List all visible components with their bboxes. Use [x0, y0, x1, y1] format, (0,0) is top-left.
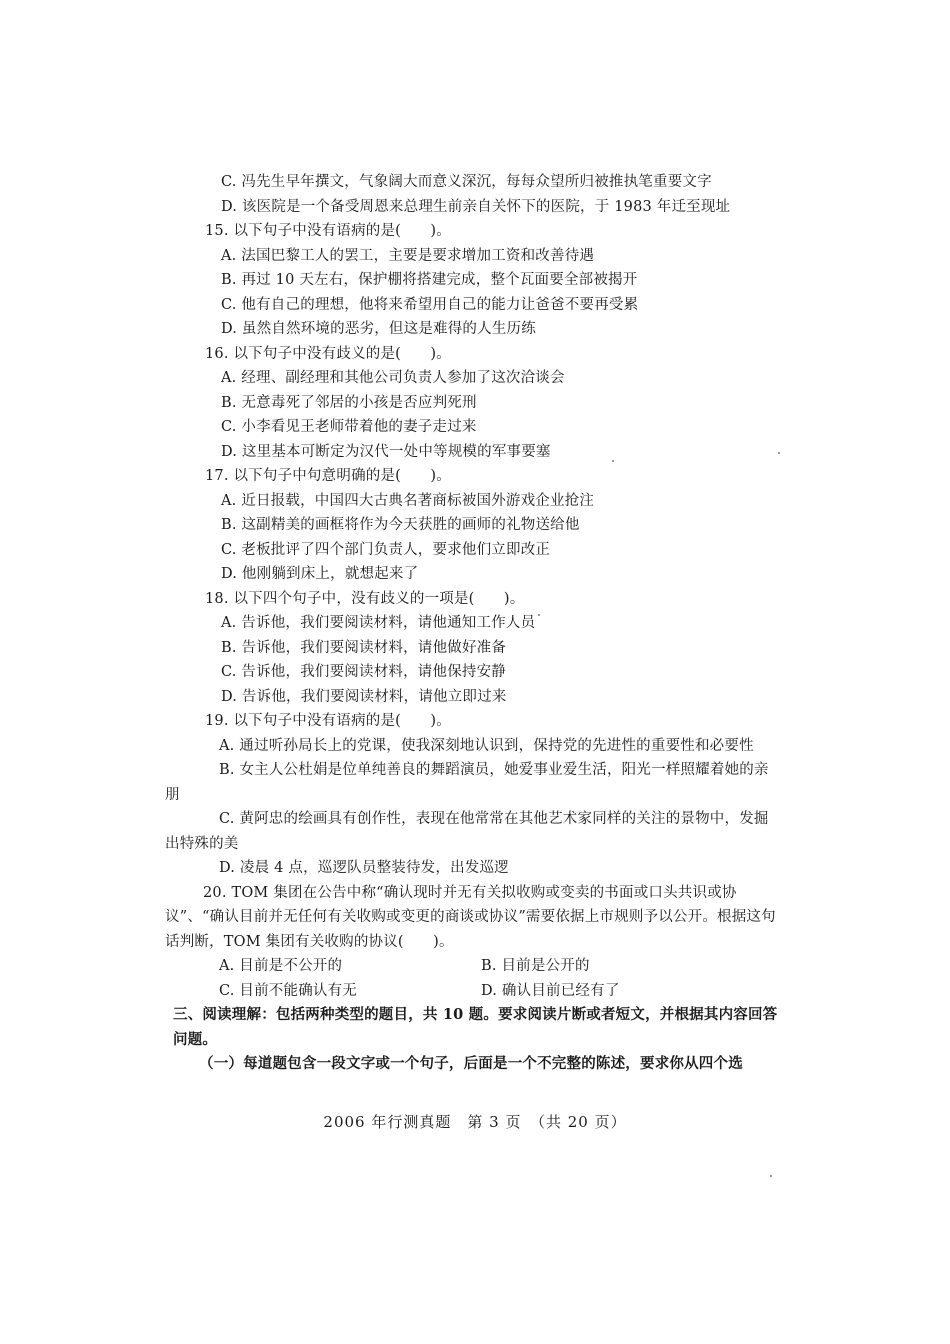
scan-speck [612, 460, 614, 462]
q15-option-d: D. 虽然自然环境的恶劣，但这是难得的人生历练 [221, 321, 536, 337]
question-18: 18. 以下四个句子中，没有歧义的一项是( )。 [205, 590, 525, 607]
q20-option-b: B. 目前是公开的 [481, 958, 590, 974]
page-body [165, 170, 780, 1077]
q15-option-c: C. 他有自己的理想，他将来希望用自己的能力让爸爸不要再受累 [221, 296, 639, 313]
section-3-heading: 三、阅读理解：包括两种类型的题目，共 10 题。要求阅读片断或者短文，并根据其内容回答问题。 [173, 1006, 778, 1048]
q20-options-row-1 [165, 954, 780, 979]
q17-option-c: C. 老板批评了四个部门负责人，要求他们立即改正 [221, 541, 551, 558]
page-footer: 2006 年行测真题 第 3 页 （共 20 页） [323, 1113, 627, 1131]
q17-option-a: A. 近日报载，中国四大古典名著商标被国外游戏企业抢注 [221, 492, 595, 509]
q16-option-c: C. 小李看见王老师带着他的妻子走过来 [221, 419, 477, 435]
q16-option-d: D. 这里基本可断定为汉代一处中等规模的军事要塞 [221, 443, 551, 460]
q19-option-c: C. 黄阿忠的绘画具有创作性，表现在他常常在其他艺术家同样的关注的景物中，发掘出特殊的美 [165, 811, 769, 852]
q14-option-c: C. 冯先生早年撰文，气象阔大而意义深沉，每每众望所归被推执笔重要文字 [221, 174, 712, 190]
q19-option-b: B. 女主人公杜娟是位单纯善良的舞蹈演员，她爱事业爱生活，阳光一样照耀着她的亲朋 [165, 762, 769, 803]
question-15: 15. 以下句子中没有语病的是( )。 [205, 223, 451, 239]
q20-option-a: A. 目前是不公开的 [219, 958, 343, 974]
q14-option-d: D. 该医院是一个备受周恩来总理生前亲自关怀下的医院，于 1983 年迁至现址 [221, 198, 731, 215]
q17-option-d: D. 他刚躺到床上，就想起来了 [221, 566, 419, 582]
q18-option-c: C. 告诉他，我们要阅读材料，请他保持安静 [221, 664, 506, 680]
question-19: 19. 以下句子中没有语病的是( )。 [205, 713, 451, 729]
q20-options-row-2 [165, 979, 780, 1004]
question-16: 16. 以下句子中没有歧义的是( )。 [205, 345, 451, 362]
scan-speck [538, 614, 540, 616]
q20-option-c: C. 目前不能确认有无 [219, 982, 357, 999]
subsection-1-intro: （一）每道题包含一段文字或一个句子，后面是一个不完整的陈述，要求你从四个选 [199, 1055, 743, 1072]
scan-speck [778, 452, 780, 454]
q17-option-b: B. 这副精美的画框将作为今天获胜的画师的礼物送给他 [221, 517, 580, 533]
scan-speck [770, 1175, 772, 1177]
q18-option-a: A. 告诉他，我们要阅读材料，请他通知工作人员 [221, 615, 536, 631]
q15-option-a: A. 法国巴黎工人的罢工，主要是要求增加工资和改善待遇 [221, 247, 595, 264]
q18-option-b: B. 告诉他，我们要阅读材料，请他做好准备 [221, 639, 507, 656]
q16-option-a: A. 经理、副经理和其他公司负责人参加了这次洽谈会 [221, 370, 565, 386]
q19-option-a: A. 通过听孙局长上的党课，使我深刻地认识到，保持党的先进性的重要性和必要性 [219, 737, 754, 754]
question-17: 17. 以下句子中句意明确的是( )。 [205, 468, 451, 484]
q18-option-d: D. 告诉他，我们要阅读材料，请他立即过来 [221, 688, 507, 705]
q19-option-d: D. 凌晨 4 点，巡逻队员整装待发，出发巡逻 [219, 860, 509, 876]
q20-option-d: D. 确认目前已经有了 [481, 982, 620, 999]
question-20: 20. TOM 集团在公告中称“确认现时并无有关拟收购或变卖的书面或口头共识或协议”、“确认目前并无任何有关收购或变更的商谈或协议”需要依据上市规则予以公开。根据这句话判断，TOM 集团有关收购的协议( )。 [165, 884, 776, 950]
q15-option-b: B. 再过 10 天左右，保护棚将搭建完成，整个瓦面要全部被揭开 [221, 272, 638, 288]
q16-option-b: B. 无意毒死了邻居的小孩是否应判死刑 [221, 394, 477, 411]
